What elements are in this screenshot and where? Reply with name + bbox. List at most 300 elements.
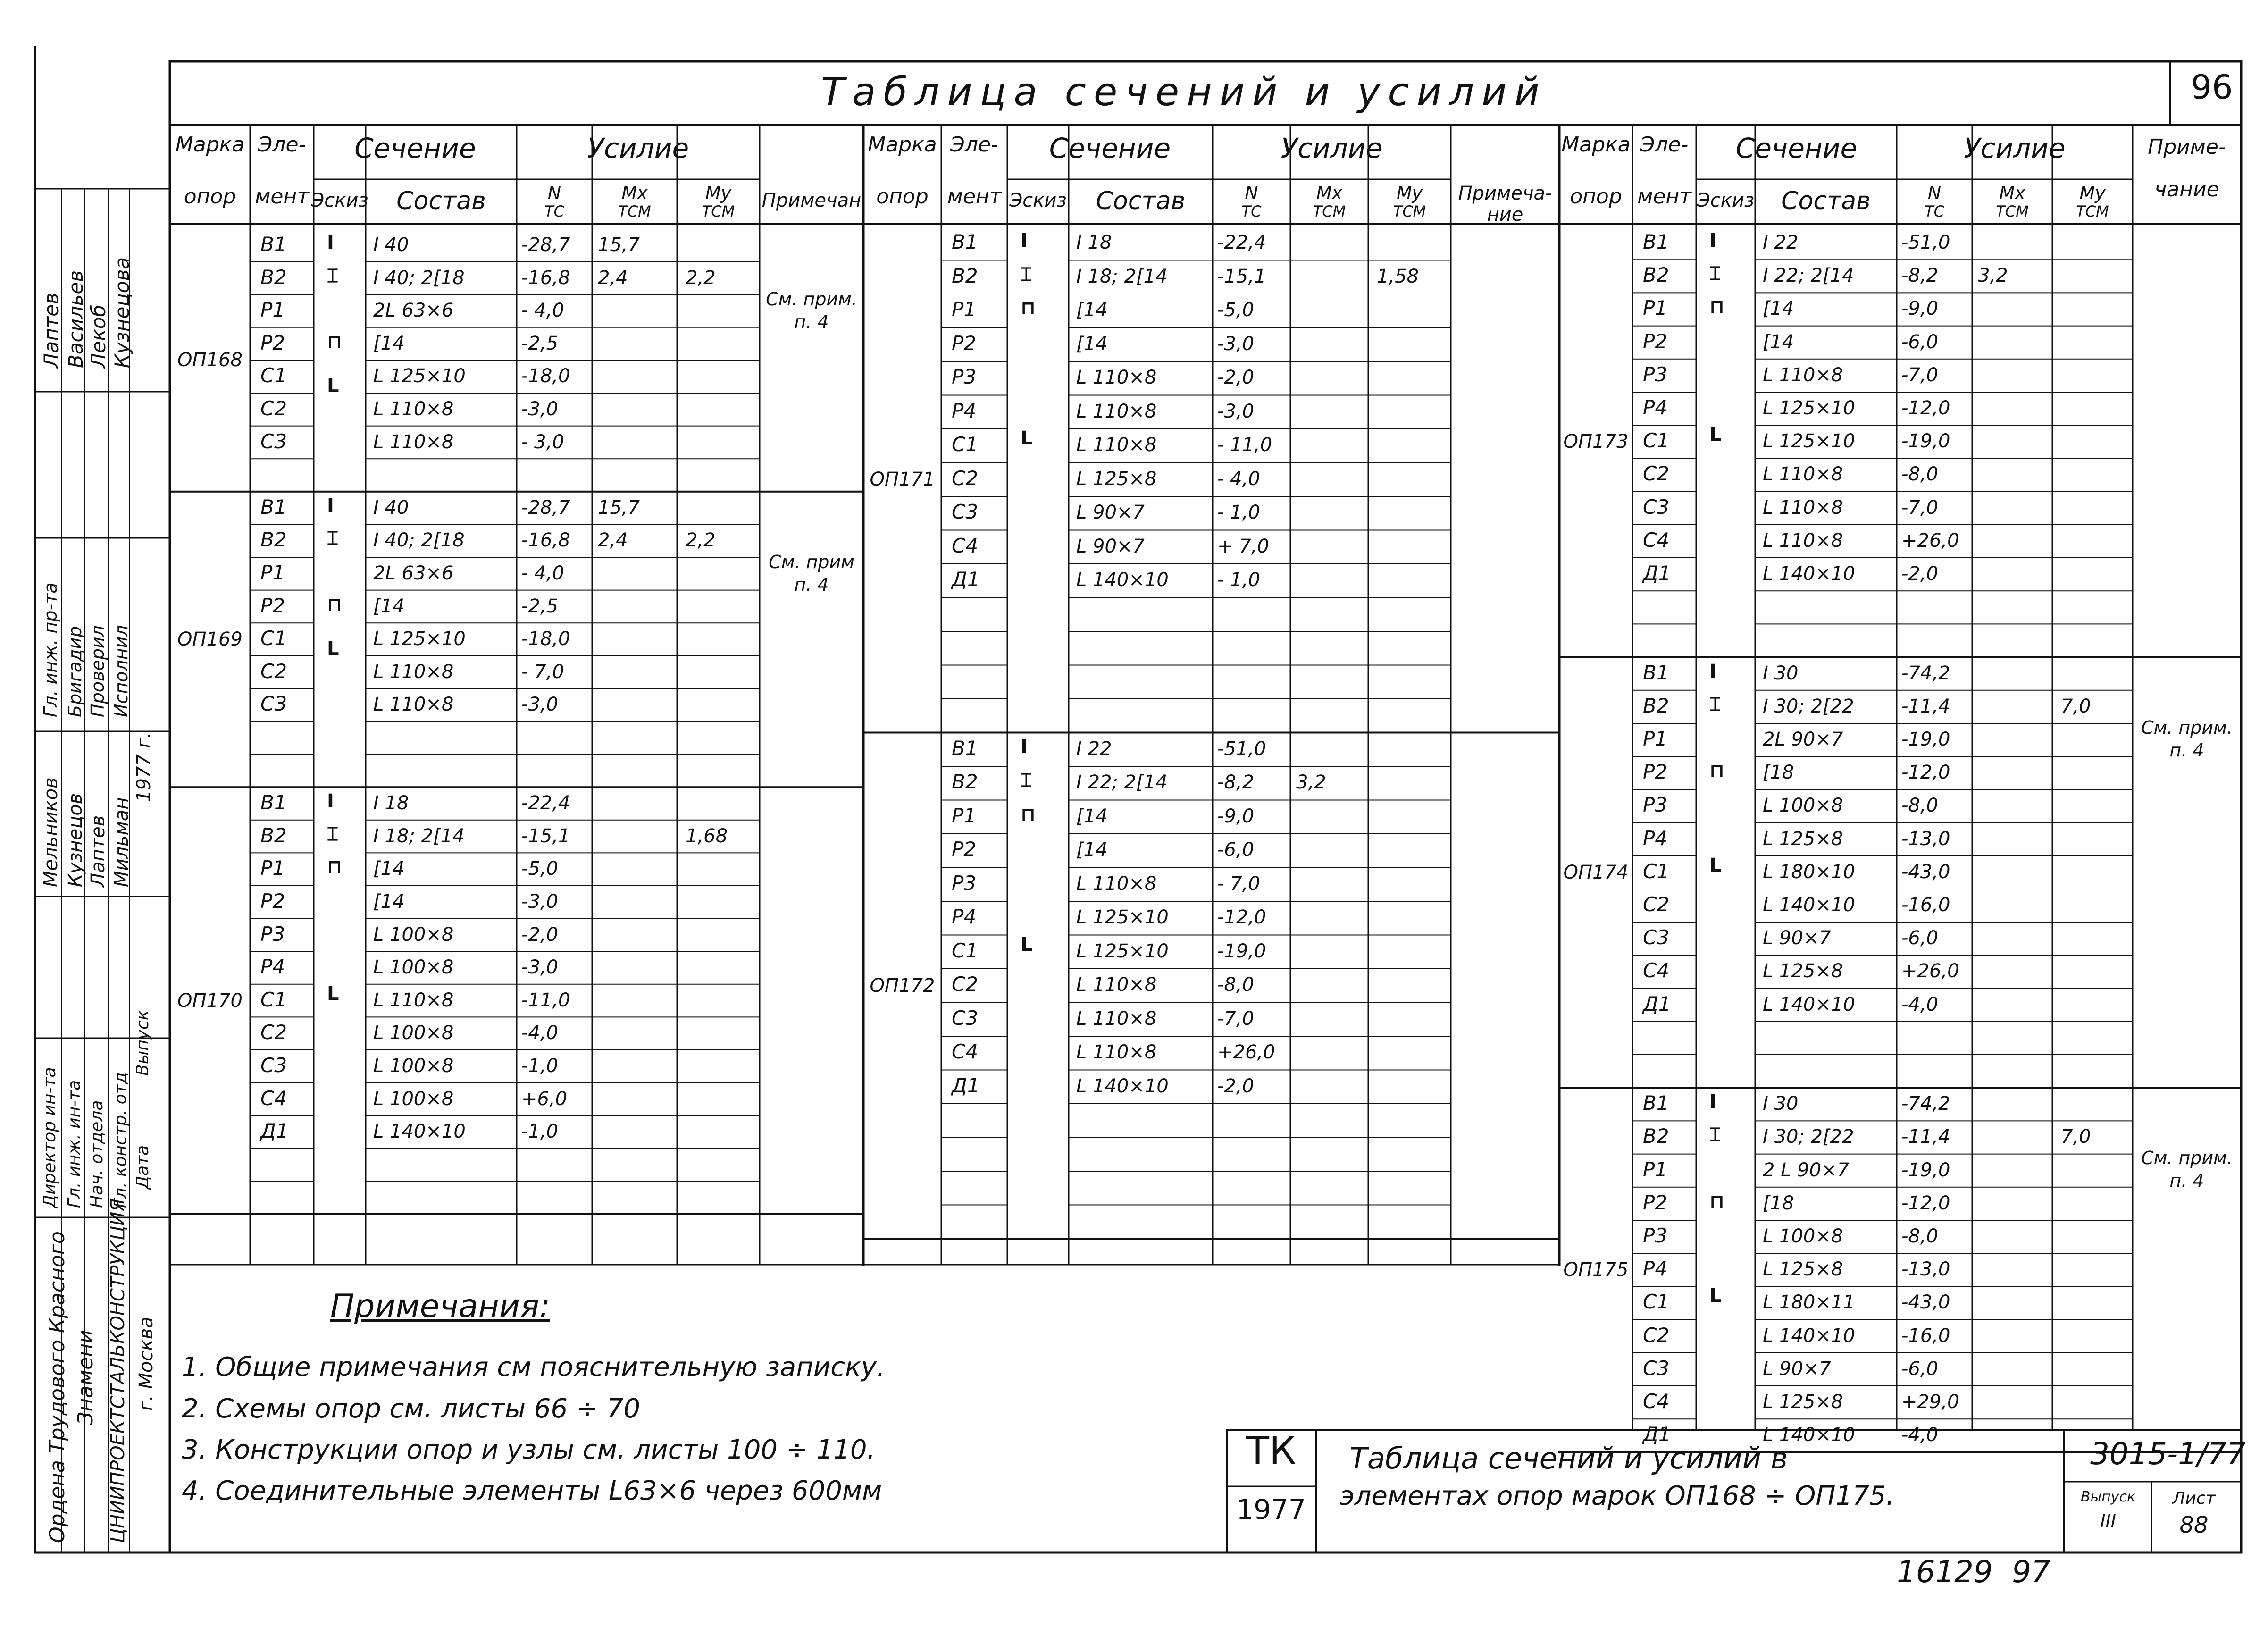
- element-code: С2: [260, 659, 287, 683]
- force-n: -3,0: [1217, 333, 1255, 355]
- header-mx-unit: ТСМ: [618, 202, 651, 220]
- section-composition: I 40; 2[18: [373, 267, 465, 289]
- header-n: N: [1927, 183, 1942, 203]
- force-n: +6,0: [521, 1088, 568, 1110]
- element-code: Р1: [260, 298, 285, 322]
- element-code: С3: [1643, 1356, 1670, 1380]
- force-n: -6,0: [1217, 839, 1255, 861]
- sketch-composite-icon: ⌶: [1709, 263, 1721, 285]
- force-n: -43,0: [1901, 1292, 1950, 1314]
- header-force: Усилие: [1964, 132, 2066, 164]
- section-composition: [14: [1076, 299, 1108, 321]
- element-code: С4: [1643, 959, 1670, 982]
- sketch-i-beam-icon: I: [1709, 660, 1716, 682]
- section-composition: L 140×10: [1763, 1424, 1855, 1446]
- header-n-unit: ТС: [1925, 202, 1944, 220]
- signatory-name: Васильев: [64, 270, 87, 368]
- element-code: В2: [952, 264, 978, 287]
- element-code: С1: [1643, 1290, 1670, 1314]
- moment-my: 7,0: [2061, 1126, 2091, 1148]
- group-note: п. 4: [794, 311, 829, 332]
- sketch-angle-icon: L: [1709, 854, 1722, 876]
- section-composition: L 140×10: [1763, 993, 1855, 1015]
- element-code: В2: [1643, 1124, 1669, 1148]
- element-code: С3: [952, 500, 979, 523]
- section-composition: L 110×8: [1763, 364, 1843, 386]
- element-code: Д1: [260, 1119, 289, 1143]
- force-n: -2,5: [521, 595, 559, 617]
- section-composition: 2L 90×7: [1763, 729, 1843, 750]
- element-code: Р4: [1643, 826, 1668, 850]
- section-composition: L 125×8: [1763, 828, 1843, 850]
- section-composition: L 140×10: [1763, 894, 1855, 916]
- sketch-composite-icon: ⌶: [327, 823, 338, 845]
- force-n: -9,0: [1901, 298, 1939, 320]
- header-my: My: [2079, 183, 2106, 203]
- note-item: 1. Общие примечания см пояснительную записку.: [182, 1352, 885, 1383]
- section-composition: [14: [1076, 805, 1108, 827]
- element-code: В1: [1643, 230, 1669, 253]
- header-element: мент: [1637, 185, 1691, 209]
- force-n: - 1,0: [1217, 502, 1260, 523]
- element-code: С2: [260, 397, 287, 420]
- force-n: -8,0: [1901, 795, 1939, 817]
- section-composition: I 18: [373, 792, 409, 814]
- header-composition: Состав: [1781, 187, 1871, 215]
- section-composition: L 110×8: [373, 398, 454, 420]
- force-n: -13,0: [1901, 1258, 1950, 1281]
- element-code: В2: [260, 528, 287, 552]
- section-composition: L 90×7: [1763, 1358, 1831, 1380]
- section-composition: L 90×7: [1076, 535, 1145, 557]
- organization: г. Москва: [135, 1317, 157, 1411]
- section-composition: L 100×8: [373, 1022, 454, 1044]
- role-label: Бригадир: [65, 626, 85, 717]
- signatory-name: Лекоб: [87, 304, 110, 368]
- section-composition: L 110×8: [1076, 1041, 1157, 1063]
- header-my-unit: ТСМ: [702, 202, 735, 220]
- sketch-composite-icon: ⌶: [1021, 263, 1032, 285]
- element-code: Р3: [1643, 1224, 1668, 1247]
- section-composition: [14: [1763, 331, 1794, 353]
- element-code: Д1: [952, 568, 980, 591]
- element-code: В1: [260, 791, 287, 814]
- force-n: -43,0: [1901, 861, 1950, 883]
- support-marka: ОП169: [177, 629, 243, 650]
- element-code: Р1: [1643, 727, 1668, 750]
- moment-mx: 2,4: [598, 529, 628, 552]
- element-code: С1: [1643, 429, 1670, 453]
- support-marka: ОП168: [177, 349, 243, 371]
- header-sketch: Эскиз: [311, 190, 368, 211]
- header-marka: Марка: [175, 133, 245, 157]
- section-composition: L 110×8: [1076, 872, 1157, 895]
- force-n: - 7,0: [521, 661, 564, 683]
- role-label: Директор ин-та: [40, 1067, 59, 1208]
- element-code: Р3: [1643, 362, 1668, 386]
- force-n: -4,0: [521, 1022, 559, 1044]
- section-composition: L 125×8: [1763, 1391, 1843, 1413]
- section-composition: L 125×10: [1763, 430, 1855, 453]
- moment-my: 2,2: [686, 267, 716, 289]
- force-n: +26,0: [1901, 960, 1959, 982]
- section-composition: L 110×8: [1076, 400, 1157, 422]
- group-note: См. прим: [769, 551, 854, 572]
- support-marka: ОП174: [1563, 861, 1629, 883]
- element-code: В1: [260, 495, 287, 519]
- header-composition: Состав: [396, 187, 486, 215]
- element-code: С4: [952, 1040, 979, 1063]
- header-my-unit: ТСМ: [1393, 202, 1426, 220]
- force-n: -8,0: [1901, 463, 1939, 486]
- force-n: -18,0: [521, 628, 570, 650]
- moment-mx: 3,2: [1296, 772, 1326, 793]
- support-marka: ОП170: [177, 990, 243, 1012]
- header-sketch: Эскиз: [1697, 190, 1755, 211]
- date-label: Дата: [133, 1145, 152, 1189]
- moment-mx: 15,7: [598, 234, 640, 256]
- sketch-angle-icon: L: [1021, 933, 1033, 956]
- force-n: -28,7: [521, 496, 570, 519]
- element-code: С4: [952, 534, 979, 557]
- organization: Знамени: [74, 1330, 98, 1425]
- header-marka: опор: [876, 185, 929, 209]
- sketch-i-beam-icon: I: [327, 232, 334, 254]
- section-composition: L 140×10: [373, 1121, 466, 1143]
- header-note: чание: [2154, 177, 2219, 201]
- issue-label: Выпуск: [133, 1010, 152, 1076]
- force-n: -3,0: [1217, 400, 1255, 422]
- support-marka: ОП171: [870, 469, 935, 491]
- section-composition: [14: [373, 332, 405, 354]
- sketch-i-beam-icon: I: [327, 495, 334, 517]
- section-composition: 2L 63×6: [373, 562, 454, 584]
- stamp-issue-label: Выпуск: [2080, 1489, 2136, 1505]
- force-n: - 4,0: [1217, 468, 1260, 490]
- section-composition: I 40: [373, 234, 409, 256]
- organization: ЦНИИПРОЕКТСТАЛЬКОНСТРУКЦИЯ: [107, 1199, 129, 1543]
- element-code: С2: [1643, 462, 1670, 486]
- force-n: -15,1: [1217, 265, 1266, 287]
- sketch-i-beam-icon: I: [1021, 736, 1028, 758]
- section-composition: L 125×10: [1076, 906, 1169, 928]
- force-n: -28,7: [521, 234, 570, 256]
- header-composition: Состав: [1096, 187, 1186, 215]
- element-code: Д1: [952, 1073, 980, 1097]
- section-composition: L 90×7: [1763, 927, 1831, 949]
- element-code: С1: [952, 433, 979, 456]
- section-composition: L 125×8: [1763, 1258, 1843, 1281]
- moment-mx: 3,2: [1978, 265, 2008, 287]
- moment-mx: 2,4: [598, 267, 628, 289]
- signatory-name: Кузнецова: [110, 257, 134, 368]
- stamp-title: Таблица сечений и усилий в: [1349, 1441, 1788, 1476]
- element-code: В1: [952, 230, 978, 253]
- element-code: С2: [1643, 1323, 1670, 1347]
- element-code: Р3: [260, 922, 285, 946]
- section-composition: L 110×8: [1076, 1007, 1157, 1030]
- force-n: -3,0: [521, 891, 559, 913]
- element-code: С1: [260, 988, 287, 1011]
- section-composition: [14: [1076, 333, 1108, 355]
- sketch-composite-icon: ⌶: [1709, 1124, 1721, 1146]
- notes-heading: Примечания:: [330, 1288, 550, 1325]
- element-code: С3: [260, 1054, 287, 1077]
- force-n: -7,0: [1901, 364, 1939, 386]
- element-code: С2: [952, 466, 979, 490]
- force-n: -7,0: [1217, 1007, 1255, 1030]
- section-composition: L 100×8: [373, 1088, 454, 1110]
- force-n: -19,0: [1901, 1159, 1950, 1181]
- element-code: С1: [260, 364, 287, 387]
- header-n-unit: ТС: [544, 202, 564, 220]
- header-n-unit: ТС: [1241, 202, 1262, 220]
- section-composition: L 180×11: [1763, 1292, 1855, 1314]
- element-code: С1: [260, 627, 287, 650]
- group-note: п. 4: [2169, 1170, 2204, 1191]
- force-n: -16,0: [1901, 894, 1950, 916]
- section-composition: L 110×8: [1763, 496, 1843, 519]
- force-n: -18,0: [521, 365, 570, 387]
- element-code: Д1: [1643, 1423, 1671, 1446]
- section-composition: [18: [1763, 762, 1794, 784]
- sketch-composite-icon: ⌶: [1021, 770, 1032, 791]
- stamp-sheet-label: Лист: [2172, 1489, 2216, 1508]
- header-element: Эле-: [1640, 133, 1689, 157]
- element-code: С2: [260, 1021, 287, 1044]
- force-n: - 3,0: [521, 431, 564, 453]
- note-item: 4. Соединительные элементы L63×6 через 600мм: [182, 1476, 882, 1506]
- force-n: -12,0: [1217, 906, 1266, 928]
- sketch-angle-icon: L: [1709, 424, 1722, 446]
- section-composition: [14: [1763, 298, 1794, 320]
- group-note: См. прим.: [766, 289, 857, 310]
- header-force: Усилие: [587, 132, 689, 164]
- header-marka: опор: [1570, 185, 1622, 209]
- force-n: -16,0: [1901, 1325, 1950, 1347]
- force-n: -12,0: [1901, 762, 1950, 784]
- force-n: -19,0: [1901, 729, 1950, 750]
- section-composition: L 110×8: [1076, 974, 1157, 996]
- section-composition: L 110×8: [373, 694, 454, 716]
- signatory-name: Кузнецов: [65, 793, 86, 887]
- force-n: +29,0: [1901, 1391, 1959, 1413]
- element-code: В2: [952, 770, 978, 793]
- table-title: Таблица сечений и усилий: [821, 70, 1547, 115]
- sheet-number: 96: [2191, 68, 2233, 107]
- signatory-name: Лаптев: [87, 815, 109, 887]
- element-code: С1: [952, 939, 979, 962]
- element-code: С3: [1643, 495, 1670, 519]
- element-code: Р2: [1643, 1191, 1668, 1214]
- header-section: Сечение: [1735, 132, 1858, 164]
- element-code: С4: [260, 1086, 287, 1110]
- element-code: Д1: [1643, 562, 1671, 585]
- element-code: В2: [260, 265, 287, 289]
- section-composition: I 18; 2[14: [1076, 265, 1168, 287]
- support-marka: ОП172: [870, 974, 935, 997]
- header-mx-unit: ТСМ: [1996, 202, 2029, 220]
- element-code: Р4: [260, 955, 285, 979]
- force-n: -16,8: [521, 267, 570, 289]
- section-composition: L 90×7: [1076, 502, 1145, 523]
- section-composition: I 22; 2[14: [1763, 265, 1854, 287]
- moment-mx: 15,7: [598, 496, 640, 519]
- element-code: Р3: [1643, 793, 1668, 817]
- header-element: Эле-: [950, 133, 998, 157]
- force-n: -1,0: [521, 1121, 559, 1143]
- element-code: В1: [1643, 1091, 1669, 1115]
- force-n: -12,0: [1901, 397, 1950, 419]
- sketch-channel-icon: ⊓: [1709, 760, 1724, 782]
- header-n: N: [547, 183, 561, 203]
- group-note: См. прим.: [2141, 1148, 2233, 1169]
- signatory-name: Мильман: [111, 797, 133, 887]
- force-n: -8,0: [1217, 974, 1255, 996]
- stamp-year: 1977: [1236, 1493, 1306, 1526]
- header-mx: Mx: [1999, 183, 2025, 203]
- sketch-channel-icon: ⊓: [327, 593, 342, 615]
- force-n: -13,0: [1901, 828, 1950, 850]
- section-composition: L 100×8: [1763, 795, 1843, 817]
- header-mx: Mx: [1316, 183, 1343, 203]
- element-code: В1: [260, 233, 287, 256]
- element-code: В2: [1643, 694, 1669, 717]
- section-composition: L 125×8: [1763, 960, 1843, 982]
- stamp-sheet: 88: [2179, 1512, 2209, 1538]
- section-composition: L 125×8: [1076, 468, 1157, 490]
- role-label: Проверил: [87, 625, 108, 717]
- note-item: 3. Конструкции опор и узлы см. листы 100 ÷ 110.: [182, 1434, 876, 1465]
- section-composition: [18: [1763, 1192, 1794, 1214]
- element-code: Р4: [952, 905, 977, 928]
- force-n: -6,0: [1901, 331, 1939, 353]
- stamp-title: элементах опор марок ОП168 ÷ ОП175.: [1340, 1481, 1895, 1511]
- force-n: -74,2: [1901, 662, 1950, 684]
- sketch-i-beam-icon: I: [327, 790, 334, 813]
- force-n: -2,5: [521, 332, 559, 354]
- element-code: С2: [1643, 893, 1670, 916]
- element-code: С4: [1643, 528, 1670, 552]
- element-code: Р2: [1643, 329, 1668, 353]
- section-composition: L 110×8: [1763, 463, 1843, 486]
- element-code: В2: [1643, 263, 1669, 287]
- element-code: Р3: [952, 871, 977, 895]
- header-note: Приме-: [2148, 135, 2226, 159]
- force-n: -2,0: [1901, 563, 1939, 585]
- force-n: - 4,0: [521, 562, 564, 584]
- force-n: -2,0: [521, 923, 559, 946]
- element-code: С2: [952, 973, 979, 996]
- header-note: Примеча-: [1458, 183, 1552, 204]
- role-label: Гл. инж. пр-та: [40, 582, 61, 717]
- element-code: Р2: [952, 331, 977, 355]
- force-n: -3,0: [521, 694, 559, 716]
- element-code: В1: [1643, 661, 1669, 684]
- sketch-i-beam-icon: I: [1021, 230, 1028, 252]
- section-composition: I 22: [1076, 738, 1112, 760]
- force-n: - 4,0: [521, 300, 564, 322]
- header-my-unit: ТСМ: [2076, 202, 2109, 220]
- force-n: -16,8: [521, 529, 570, 552]
- force-n: -9,0: [1217, 805, 1255, 827]
- force-n: - 1,0: [1217, 569, 1260, 591]
- moment-my: 7,0: [2061, 695, 2091, 717]
- section-composition: L 125×10: [1763, 397, 1855, 419]
- force-n: -74,2: [1901, 1093, 1950, 1115]
- signatory-name: Лаптев: [40, 293, 63, 368]
- sketch-angle-icon: L: [327, 375, 339, 397]
- element-code: Р1: [1643, 296, 1668, 320]
- element-code: Р1: [952, 804, 977, 827]
- role-label: Нач. отдела: [87, 1100, 107, 1208]
- section-composition: L 110×8: [1076, 367, 1157, 388]
- force-n: -8,0: [1901, 1225, 1939, 1247]
- year-label: 1977 г.: [133, 732, 155, 802]
- element-code: С3: [260, 692, 287, 716]
- element-code: С4: [1643, 1390, 1670, 1413]
- section-composition: L 125×10: [373, 365, 466, 387]
- element-code: Р3: [952, 365, 977, 388]
- sketch-angle-icon: L: [327, 982, 339, 1005]
- force-n: -6,0: [1901, 1358, 1939, 1380]
- force-n: - 7,0: [1217, 872, 1260, 895]
- force-n: -12,0: [1901, 1192, 1950, 1214]
- section-composition: L 140×10: [1076, 569, 1169, 591]
- sketch-channel-icon: ⊓: [1021, 297, 1036, 319]
- force-n: +26,0: [1217, 1041, 1275, 1063]
- element-code: С3: [1643, 926, 1670, 949]
- force-n: -19,0: [1217, 940, 1266, 962]
- group-note: п. 4: [2169, 739, 2204, 761]
- force-n: +26,0: [1901, 529, 1959, 552]
- element-code: В1: [952, 736, 978, 760]
- section-composition: L 110×8: [1076, 434, 1157, 456]
- force-n: + 7,0: [1217, 535, 1269, 557]
- sketch-composite-icon: ⌶: [327, 528, 338, 550]
- section-composition: I 18: [1076, 232, 1112, 253]
- stamp-code: 3015-1/77: [2090, 1437, 2246, 1472]
- section-composition: I 30; 2[22: [1763, 695, 1854, 717]
- force-n: -51,0: [1901, 232, 1950, 253]
- header-marka: Марка: [868, 133, 937, 157]
- sketch-angle-icon: L: [1709, 1285, 1722, 1307]
- section-composition: L 110×8: [373, 989, 454, 1011]
- role-label: Исполнил: [111, 625, 132, 717]
- force-n: -7,0: [1901, 496, 1939, 519]
- section-composition: [14: [373, 595, 405, 617]
- sketch-i-beam-icon: I: [1709, 230, 1716, 252]
- note-item: 2. Схемы опор см. листы 66 ÷ 70: [182, 1393, 640, 1424]
- force-n: -2,0: [1217, 367, 1255, 388]
- sketch-angle-icon: L: [327, 638, 339, 660]
- force-n: -11,0: [521, 989, 570, 1011]
- header-n: N: [1245, 183, 1258, 203]
- element-code: Р1: [952, 298, 977, 321]
- force-n: -22,4: [1217, 232, 1266, 253]
- section-composition: L 125×10: [373, 628, 466, 650]
- element-code: Р4: [1643, 396, 1668, 419]
- header-mx-unit: ТСМ: [1313, 202, 1346, 220]
- moment-my: 1,58: [1377, 265, 1419, 287]
- sketch-composite-icon: ⌶: [327, 265, 338, 287]
- force-n: -4,0: [1901, 1424, 1939, 1446]
- force-n: - 11,0: [1217, 434, 1272, 456]
- element-code: В2: [260, 823, 287, 847]
- force-n: -1,0: [521, 1055, 559, 1077]
- element-code: С1: [1643, 859, 1670, 883]
- force-n: -8,2: [1901, 265, 1939, 287]
